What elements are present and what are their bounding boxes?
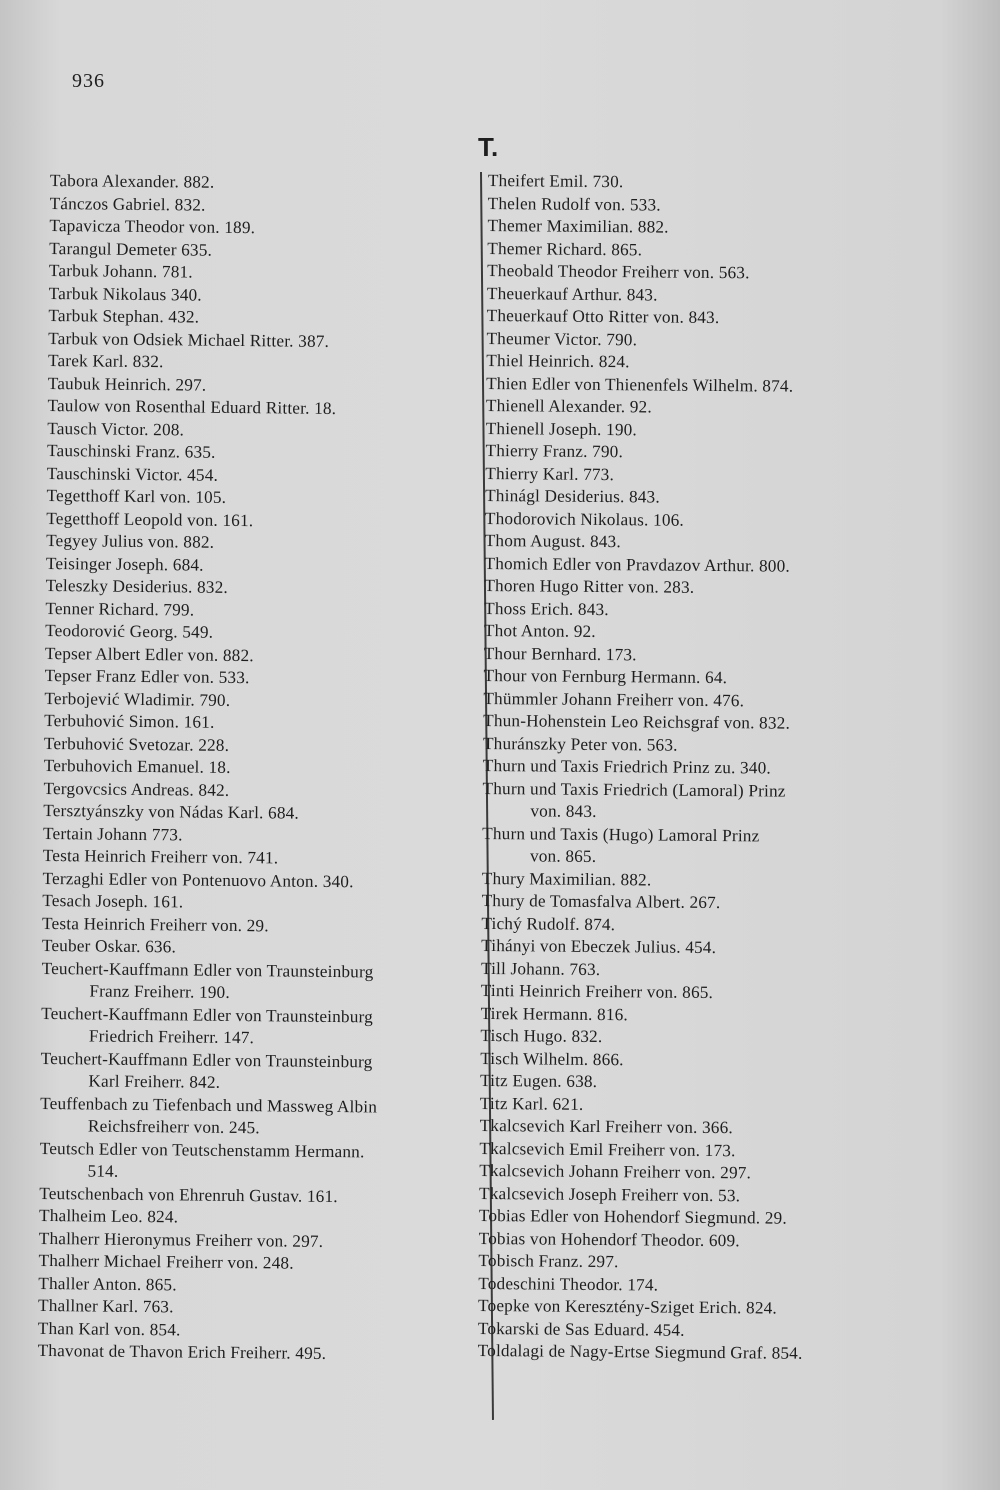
entry-text: Thinágl Desiderius. 843. [485,485,660,507]
entry-text: Thour Bernhard. 173. [483,643,637,664]
entry-text: Tapavicza Theodor von. 189. [49,215,256,238]
entry-text: Tepser Franz Edler von. 533. [44,665,250,688]
entry-text: Titz Eugen. 638. [479,1070,598,1091]
entry-continuation: Franz Freiherr. 190. [89,981,231,1002]
entry-text: Tobias Edler von Hohendorf Siegmund. 29. [478,1205,787,1228]
entry-text: Thour von Fernburg Hermann. 64. [483,665,728,688]
entry-text: Tertain Johann 773. [42,823,183,844]
entry-text: Terbojević Wladimir. 790. [44,688,231,710]
page-number: 936 [72,70,105,92]
index-entry [488,170,888,196]
entry-text: Till Johann. 763. [480,958,601,979]
index-entry [41,957,461,1006]
entry-text: Tkalcsevich Johann Freiherr von. 297. [479,1160,752,1183]
right-column [478,170,888,1366]
entry-text: Taulow von Rosenthal Eduard Ritter. 18. [47,395,337,419]
entry-text: Terbuhovich Emanuel. 18. [43,755,231,777]
entry-continuation: von. 843. [530,801,597,821]
entry-text: Thot Anton. 92. [483,620,596,641]
index-entry [484,575,884,601]
index-entry [487,305,887,331]
index-entry [480,1115,880,1141]
index-entry [485,530,885,556]
entry-text: Tegyey Julius von. 882. [46,530,215,552]
entry-text: Tobias von Hohendorf Theodor. 609. [478,1228,740,1250]
entry-text: Tegetthoff Karl von. 105. [46,485,227,507]
entry-text: Tinti Heinrich Freiherr von. 865. [480,980,714,1002]
index-entry [41,1002,461,1051]
entry-text: Tokarski de Sas Eduard. 454. [477,1318,685,1340]
entry-text: Titz Karl. 621. [479,1093,584,1114]
entry-text: Tarangul Demeter 635. [49,238,213,260]
index-entry [483,755,883,781]
entry-text: Toepke von Keresztény-Sziget Erich. 824. [478,1295,778,1318]
entry-text: Teuber Oskar. 636. [41,935,177,957]
entry-text: Teuchert-Kauffmann Edler von Traunsteinburg [40,1048,373,1071]
entry-text: Teleszky Desiderius. 832. [45,575,229,597]
entry-text: Thierry Karl. 773. [485,463,615,484]
entry-continuation: 514. [87,1161,119,1181]
entry-continuation: Friedrich Freiherr. 147. [88,1026,255,1048]
entry-text: Thoren Hugo Ritter von. 283. [484,575,695,597]
entry-text: Theuerkauf Otto Ritter von. 843. [486,305,720,328]
entry-text: Teuffenbach zu Tiefenbach und Massweg Albin [40,1093,378,1116]
index-entry [38,1340,458,1367]
index-entry [39,1137,459,1186]
index-entry [481,980,881,1006]
entry-text: Tihányi von Ebeczek Julius. 454. [481,935,717,958]
index-entry [486,395,886,421]
index-entry [487,215,887,241]
entry-text: Tenner Richard. 799. [45,598,195,620]
entry-text: Todeschini Theodor. 174. [478,1273,659,1295]
index-entry [478,1340,878,1366]
index-entry [479,1160,879,1186]
index-entry [40,1092,460,1141]
entry-text: Tausch Victor. 208. [47,418,185,439]
entry-text: Tesach Joseph. 161. [42,890,184,912]
index-entry [485,440,885,466]
entry-text: Tarbuk Johann. 781. [48,260,193,282]
index-entry [480,1025,880,1051]
entry-text: Teodorović Georg. 549. [45,620,214,642]
entry-text: Terbuhović Simon. 161. [44,710,215,732]
entry-text: Thalherr Michael Freiherr von. 248. [38,1250,294,1273]
entry-text: Tisch Hugo. 832. [480,1025,603,1047]
index-entry [481,935,881,961]
index-entry [482,777,882,825]
entry-text: Tkalcsevich Karl Freiherr von. 366. [479,1115,734,1138]
entry-text: Thaller Anton. 865. [38,1273,177,1294]
entry-text: Thomich Edler von Pravdazov Arthur. 800. [484,553,791,576]
entry-text: Thurn und Taxis (Hugo) Lamoral Prinz [482,823,760,845]
entry-text: Tersztyánszky von Nádas Karl. 684. [43,800,300,823]
entry-continuation: von. 865. [529,846,597,866]
index-entry [483,665,883,691]
entry-text: Thury Maximilian. 882. [481,868,652,889]
entry-continuation: Reichsfreiherr von. 245. [87,1116,260,1138]
entry-text: Tergovcsics Andreas. 842. [43,778,230,800]
entry-text: Thurn und Taxis Friedrich Prinz zu. 340. [482,755,772,778]
index-entry [484,620,884,646]
index-entry [487,260,887,286]
entry-text: Thienell Joseph. 190. [485,418,638,439]
index-entry [479,1205,879,1231]
entry-text: Tauschinski Victor. 454. [46,463,219,485]
entry-text: Tauschinski Franz. 635. [46,440,216,462]
entry-text: Theobald Theodor Freiherr von. 563. [487,260,750,283]
section-letter: T. [478,132,499,162]
entry-text: Theuerkauf Arthur. 843. [486,283,658,304]
index-entry [478,1295,878,1321]
entry-text: Thallner Karl. 763. [38,1295,174,1317]
entry-text: Tepser Albert Edler von. 882. [44,643,254,665]
entry-text: Tánczos Gabriel. 832. [49,193,206,215]
entry-text: Thurn und Taxis Friedrich (Lamoral) Prinz [482,778,786,801]
entry-text: Tarbuk Stephan. 432. [48,305,200,327]
entry-text: Teutschenbach von Ehrenruh Gustav. 161. [39,1183,338,1206]
entry-text: Tirek Hermann. 816. [480,1003,629,1024]
entry-text: Tkalcsevich Emil Freiherr von. 173. [479,1138,736,1160]
entry-text: Thun-Hohenstein Leo Reichsgraf von. 832. [483,710,791,733]
entry-text: Taubuk Heinrich. 297. [47,373,207,395]
index-entry [478,1250,878,1276]
entry-text: Toldalagi de Nagy-Ertse Siegmund Graf. 854. [477,1340,803,1363]
entry-text: Thalheim Leo. 824. [38,1205,179,1227]
entry-text: Theifert Emil. 730. [487,170,624,192]
entry-text: Thierry Franz. 790. [485,440,624,462]
entry-continuation: Karl Freiherr. 842. [88,1071,221,1092]
entry-text: Teutsch Edler von Teutschenstamm Hermann. [39,1138,365,1161]
entry-text: Thavonat de Thavon Erich Freiherr. 495. [37,1340,327,1363]
entry-text: Tisch Wilhelm. 866. [480,1048,624,1069]
entry-text: Tichý Rudolf. 874. [481,913,616,934]
entry-text: Thümmler Johann Freiherr von. 476. [483,688,745,710]
index-entry [480,1070,880,1096]
entry-text: Theumer Victor. 790. [486,328,638,349]
entry-text: Thodorovich Nikolaus. 106. [484,508,685,530]
entry-text: Thuránszky Peter von. 563. [482,733,678,755]
entry-text: Tarek Karl. 832. [47,350,164,372]
entry-text: Testa Heinrich Freiherr von. 29. [42,913,269,935]
index-entry [485,485,885,511]
entry-text: Tarbuk Nikolaus 340. [48,283,202,305]
entry-text: Tkalcsevich Joseph Freiherr von. 53. [478,1183,741,1205]
entry-text: Testa Heinrich Freiherr von. 741. [42,845,279,868]
entry-text: Themer Maximilian. 882. [487,215,669,237]
entry-text: Teuchert-Kauffmann Edler von Traunsteinburg [41,1003,374,1026]
entry-text: Teisinger Joseph. 684. [45,553,204,575]
entry-text: Thalherr Hieronymus Freiherr von. 297. [38,1228,324,1251]
entry-text: Thien Edler von Thienenfels Wilhelm. 874. [486,373,794,396]
entry-text: Thienell Alexander. 92. [485,395,652,417]
entry-text: Tegetthoff Leopold von. 161. [46,508,254,530]
entry-text: Teuchert-Kauffmann Edler von Traunsteinburg [41,958,374,981]
index-entry [483,710,883,736]
entry-text: Thiel Heinrich. 824. [486,350,630,372]
entry-text: Themer Richard. 865. [487,238,643,259]
entry-text: Tabora Alexander. 882. [49,170,215,192]
entry-text: Terzaghi Edler von Pontenuovo Anton. 340. [42,868,354,891]
index-entry [482,822,882,870]
index-entry [486,350,886,376]
entry-text: Thury de Tomasfalva Albert. 267. [481,890,721,913]
index-entry [482,890,882,916]
left-column [38,170,470,1367]
index-entry [40,1047,460,1096]
entry-text: Thom August. 843. [484,530,621,552]
entry-text: Tobisch Franz. 297. [478,1250,619,1272]
entry-text: Than Karl von. 854. [37,1318,181,1339]
entry-text: Thoss Erich. 843. [484,598,609,619]
entry-text: Thelen Rudolf von. 533. [487,193,661,215]
entry-text: Terbuhović Svetozar. 228. [43,733,230,755]
entry-text: Tarbuk von Odsiek Michael Ritter. 387. [48,328,330,351]
